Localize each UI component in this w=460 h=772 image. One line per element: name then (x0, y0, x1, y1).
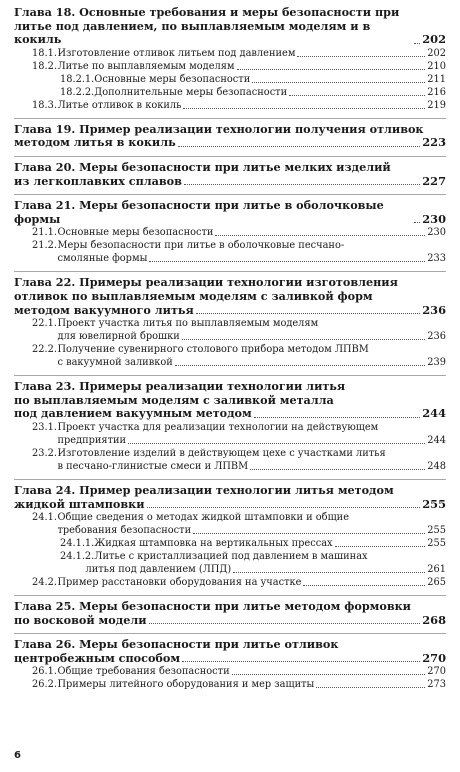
toc-page-number: 219 (427, 99, 446, 111)
toc-page-number: 255 (427, 538, 446, 550)
toc-entry-title: Пример расстановки оборудования на участке (57, 577, 302, 589)
toc-section-entry (14, 317, 446, 343)
toc-page-number: 202 (427, 47, 446, 59)
toc-page-number: 210 (427, 60, 446, 72)
dot-leader (193, 533, 425, 534)
toc-entry-title: Глава 21. Меры безопасности при литье в оболочковые формы (14, 198, 384, 226)
toc-page-number: 244 (422, 406, 446, 421)
toc-entry-number: 18.2. (32, 60, 57, 72)
toc-chapter-group (14, 156, 446, 188)
toc-entry-title: предприятии (57, 434, 127, 446)
toc-entry-title: для ювелирной брошки (57, 331, 180, 343)
toc-entry-title: Общие требования безопасности (57, 666, 230, 678)
toc-entry-number: 22.2. (32, 344, 57, 356)
toc-entry-title: Глава 25. Меры безопасности при литье методом формовки (14, 599, 411, 614)
toc-entry-title: Примеры литейного оборудования и мер защиты (57, 679, 315, 691)
toc-page-number: 236 (422, 302, 446, 317)
toc-page-number: 248 (427, 460, 446, 472)
dot-leader (316, 687, 425, 688)
toc-chapter-entry (14, 600, 446, 627)
toc-page-number: 236 (427, 331, 446, 343)
toc-entry-number: 24.2. (32, 577, 57, 589)
toc-entry-title: Изготовление отливок литьем под давлением (57, 47, 296, 59)
toc-entry-title: жидкой штамповки (14, 496, 145, 511)
dot-leader (182, 661, 420, 662)
dot-leader (178, 146, 421, 147)
toc-chapter-entry (14, 638, 446, 665)
toc-chapter-group (14, 375, 446, 473)
toc-entry-number: 18.1. (32, 47, 57, 59)
dot-leader (128, 443, 425, 444)
toc-entry-title: Меры безопасности при литье в оболочковые песчано- (57, 240, 345, 252)
toc-entry-title: отливок по выплавляемым моделям с заливкой форм (14, 288, 373, 303)
toc-chapter-group (14, 271, 446, 369)
toc-entry-title: Глава 22. Примеры реализации технологии изготовления (14, 275, 398, 290)
toc-entry-number: 24.1.2. (60, 551, 95, 563)
toc-section-entry (14, 447, 446, 473)
dot-leader (147, 507, 421, 508)
toc-entry-number: 24.1.1. (60, 538, 95, 550)
toc-section-entry (14, 86, 446, 99)
toc-page-number: 244 (427, 434, 446, 446)
toc-entry-title: Получение сувенирного столового прибора методом ЛПВМ (57, 344, 369, 356)
toc-section-entry (14, 576, 446, 589)
dot-leader (250, 469, 425, 470)
toc-entry-number: 18.3. (32, 99, 57, 111)
toc-chapter-entry (14, 199, 446, 226)
toc-page-number: 239 (427, 357, 446, 369)
toc-entry-title: Глава 23. Примеры реализации технологии литья (14, 379, 346, 394)
toc-entry-number: 23.1. (32, 421, 57, 433)
toc-section-entry (14, 99, 446, 112)
dot-leader (175, 365, 426, 366)
toc-entry-title: Глава 20. Меры безопасности при литье мелких изделий (14, 159, 391, 174)
toc-chapter-entry (14, 380, 446, 421)
toc-entry-title: литье под давлением, по выплавляемым моделям и в кокиль (14, 18, 371, 47)
toc-chapter-entry (14, 276, 446, 317)
toc-entry-title: по выплавляемым моделям с заливкой металла (14, 392, 334, 407)
dot-leader (289, 95, 425, 96)
toc-entry-number: 22.1. (32, 318, 57, 330)
toc-entry-title: Глава 18. Основные требования и меры безопасности при (14, 5, 400, 19)
toc-entry-title: в песчано-глинистые смеси и ЛПВМ (57, 460, 249, 472)
toc-entry-number: 18.2.2. (60, 86, 95, 98)
dot-leader (149, 261, 425, 262)
dot-leader (233, 572, 425, 573)
dot-leader (149, 623, 421, 624)
toc-chapter-group (14, 118, 446, 150)
toc-page-number: 268 (422, 612, 446, 627)
toc-section-entry (14, 678, 446, 691)
toc-entry-title: Дополнительные меры безопасности (94, 86, 288, 98)
toc-section-entry (14, 73, 446, 86)
toc-entry-title: требования безопасности (57, 525, 192, 537)
toc-page-number: 233 (427, 253, 446, 265)
toc-entry-number: 23.2. (32, 447, 57, 459)
toc-page-number: 270 (422, 650, 446, 665)
dot-leader (254, 417, 420, 418)
toc-entry-title: под давлением вакуумным методом (14, 406, 252, 421)
toc-section-entry (14, 550, 446, 576)
toc-entry-title: Проект участка для реализации технологии на действующем (57, 421, 379, 433)
toc-page-number: 202 (422, 32, 446, 47)
toc-section-entry (14, 47, 446, 60)
toc-entry-title: центробежным способом (14, 650, 181, 665)
toc-entry-number: 21.2. (32, 240, 57, 252)
toc-page-number: 230 (422, 211, 446, 226)
toc-entry-title: Основные меры безопасности (57, 227, 214, 239)
dot-leader (182, 339, 426, 340)
dot-leader (297, 56, 425, 57)
toc-page-number: 270 (427, 666, 446, 678)
toc-entry-number: 18.2.1. (60, 73, 95, 85)
toc-chapter-entry (14, 123, 446, 150)
toc-entry-number: 24.1. (32, 512, 57, 524)
toc-entry-number: 26.2. (32, 679, 57, 691)
toc-chapter-group (14, 6, 446, 112)
toc-entry-title: Литье с кристаллизацией под давлением в машинах (94, 551, 368, 563)
toc-chapter-entry (14, 6, 446, 47)
toc-page-number: 223 (422, 135, 446, 150)
dot-leader (335, 546, 426, 547)
toc-entry-title: методом литья в кокиль (14, 135, 176, 150)
toc-entry-title: с вакуумной заливкой (57, 357, 173, 369)
dot-leader (196, 313, 420, 314)
table-of-contents (14, 6, 446, 691)
toc-entry-title: литья под давлением (ЛПД) (85, 564, 232, 576)
toc-chapter-group (14, 194, 446, 265)
dot-leader (184, 184, 420, 185)
toc-entry-title: смоляные формы (57, 253, 148, 265)
toc-entry-title: Общие сведения о методах жидкой штамповки и общие (57, 512, 350, 524)
toc-section-entry (14, 537, 446, 550)
dot-leader (414, 222, 420, 223)
toc-page-number: 216 (427, 86, 446, 98)
toc-entry-number: 21.1. (32, 227, 57, 239)
toc-page-number: 230 (427, 227, 446, 239)
toc-section-entry (14, 421, 446, 447)
toc-page-number: 255 (427, 525, 446, 537)
toc-page-number: 273 (427, 679, 446, 691)
toc-page-number: 211 (427, 73, 446, 85)
toc-chapter-group (14, 479, 446, 589)
dot-leader (303, 585, 425, 586)
toc-section-entry (14, 226, 446, 239)
toc-chapter-entry (14, 161, 446, 188)
toc-page-number: 261 (427, 564, 446, 576)
toc-page-number: 265 (427, 577, 446, 589)
toc-entry-title: Глава 24. Пример реализации технологии литья методом (14, 482, 394, 497)
toc-chapter-group (14, 595, 446, 627)
toc-entry-title: методом вакуумного литья (14, 302, 194, 317)
toc-entry-title: Литье отливок в кокиль (57, 99, 182, 111)
dot-leader (215, 235, 425, 236)
toc-section-entry (14, 511, 446, 537)
toc-section-entry (14, 665, 446, 678)
toc-entry-title: Проект участка литья по выплавляемым моделям (57, 318, 319, 330)
toc-page-number: 255 (422, 496, 446, 511)
dot-leader (237, 69, 426, 70)
toc-entry-number: 26.1. (32, 666, 57, 678)
toc-entry-title: Изготовление изделий в действующем цехе с участками литья (57, 447, 386, 459)
toc-section-entry (14, 239, 446, 265)
dot-leader (183, 108, 425, 109)
toc-entry-title: по восковой модели (14, 612, 147, 627)
toc-entry-title: Жидкая штамповка на вертикальных прессах (94, 538, 333, 550)
toc-entry-title: из легкоплавких сплавов (14, 173, 182, 188)
dot-leader (252, 82, 425, 83)
toc-entry-title: Глава 26. Меры безопасности при литье отливок (14, 637, 339, 652)
dot-leader (232, 674, 426, 675)
toc-chapter-entry (14, 484, 446, 511)
toc-page-number: 227 (422, 173, 446, 188)
toc-entry-title: Глава 19. Пример реализации технологии получения отливок (14, 121, 424, 136)
toc-entry-title: Основные меры безопасности (94, 73, 251, 85)
page-number: 6 (14, 750, 21, 761)
toc-chapter-group (14, 633, 446, 691)
dot-leader (414, 43, 420, 44)
toc-entry-title: Литье по выплавляемым моделям (57, 60, 235, 72)
toc-section-entry (14, 60, 446, 73)
toc-section-entry (14, 343, 446, 369)
